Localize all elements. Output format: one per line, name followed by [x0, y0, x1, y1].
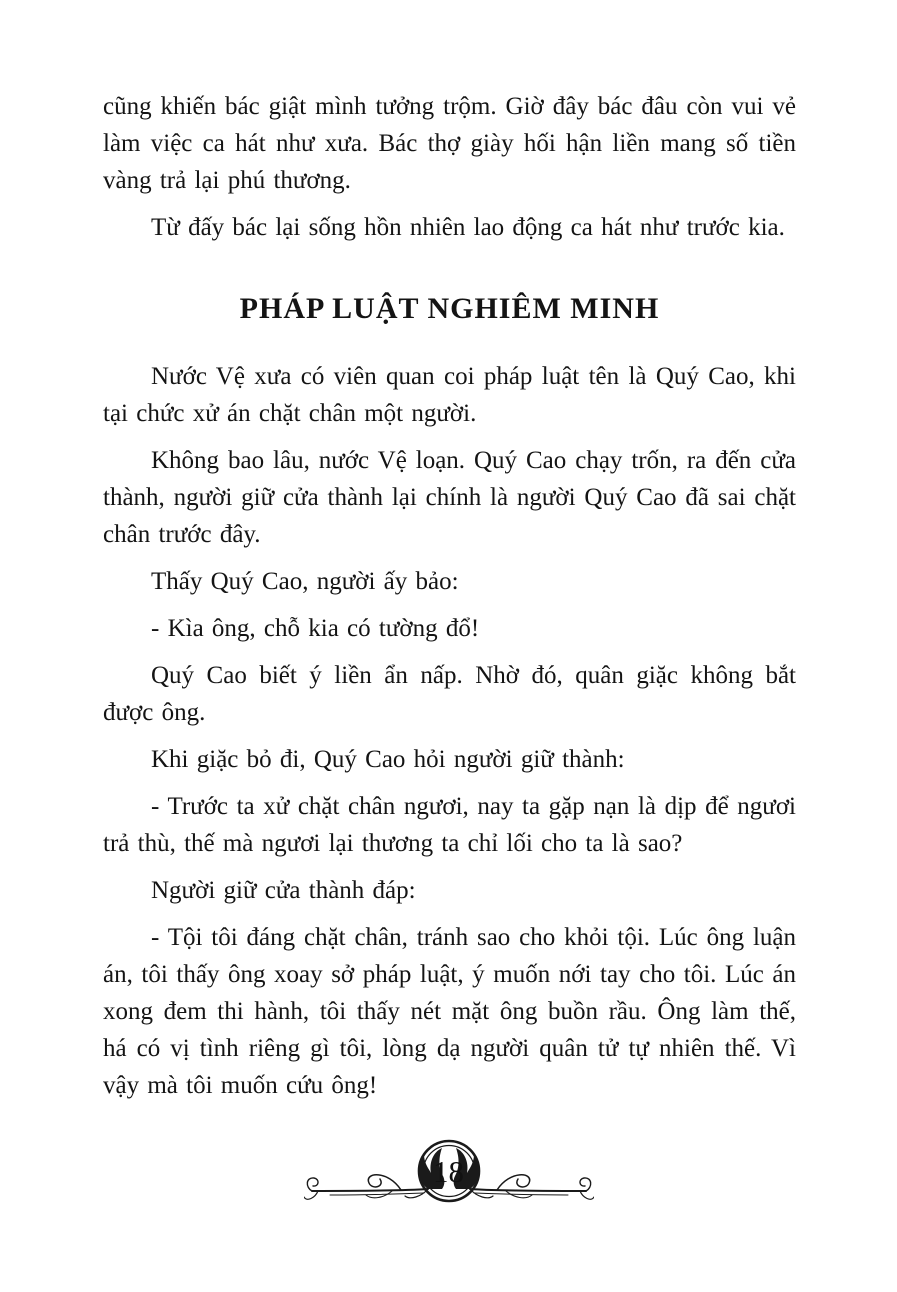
page-text-block — [103, 88, 796, 1114]
paragraph: Khi giặc bỏ đi, Quý Cao hỏi người giữ thành: — [151, 746, 625, 773]
section-title: PHÁP LUẬT NGHIÊM MINH — [239, 292, 660, 325]
page-number: 18 — [433, 1154, 464, 1189]
paragraph: cũng khiến bác giật mình tưởng trộm. Giờ đây bác đâu còn vui vẻ làm việc ca hát như xưa. Bác thợ giày hối hận liền mang số tiền vàng trả lại phú thương. — [103, 93, 796, 194]
page-number-ornament — [304, 1138, 594, 1233]
paragraph: Từ đấy bác lại sống hồn nhiên lao động ca hát như trước kia. — [151, 214, 785, 241]
paragraph: - Tội tôi đáng chặt chân, tránh sao cho khỏi tội. Lúc ông luận án, tôi thấy ông xoay sở pháp luật, ý muốn nới tay cho tôi. Lúc án xong đem thi hành, tôi thấy nét mặt ông buồn rầu. Ông làm thế, há có vị tình riêng gì tôi, lòng dạ người quân tử tự nhiên thế. Vì vậy mà tôi muốn cứu ông! — [103, 924, 796, 1099]
paragraph: Người giữ cửa thành đáp: — [151, 877, 416, 904]
paragraph: - Trước ta xử chặt chân ngươi, nay ta gặp nạn là dịp để ngươi trả thù, thế mà ngươi lại thương ta chỉ lối cho ta là sao? — [103, 793, 796, 857]
paragraph: Không bao lâu, nước Vệ loạn. Quý Cao chạy trốn, ra đến cửa thành, người giữ cửa thành lại chính là người Quý Cao đã sai chặt chân trước đây. — [103, 447, 796, 548]
paragraph: Thấy Quý Cao, người ấy bảo: — [151, 568, 459, 595]
paragraph: - Kìa ông, chỗ kia có tường đổ! — [151, 615, 480, 642]
paragraph: Quý Cao biết ý liền ẩn nấp. Nhờ đó, quân giặc không bắt được ông. — [103, 662, 796, 726]
paragraph: Nước Vệ xưa có viên quan coi pháp luật tên là Quý Cao, khi tại chức xử án chặt chân một người. — [103, 363, 796, 427]
